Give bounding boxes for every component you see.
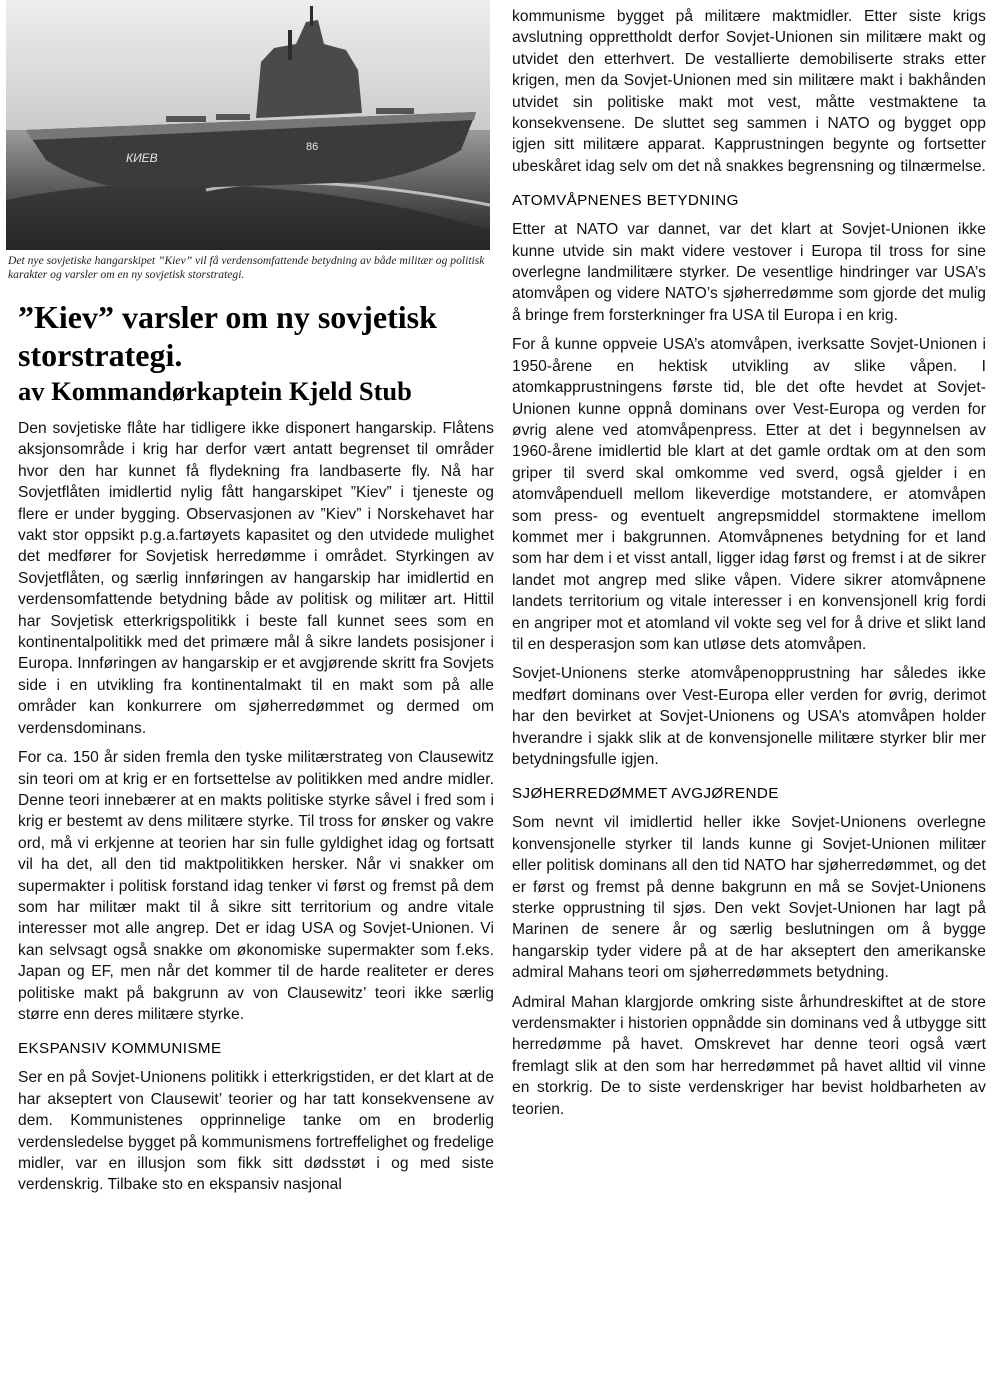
photo-caption: Det nye sovjetiske hangarskipet ”Kiev” vil få verdensomfattende betydning av både militær og politisk karakter og varsler om en ny sovjetisk storstrategi. <box>8 254 485 281</box>
section-heading: ATOMVÅPNENES BETYDNING <box>512 192 739 210</box>
aircraft-carrier-photo <box>6 0 490 250</box>
article-byline: av Kommandørkaptein Kjeld Stub <box>18 376 412 406</box>
paragraph: Den sovjetiske flåte har tidligere ikke disponert hangarskip. Flåtens aksjonsområde i krig har derfor vært antatt begrenset til områder hvor den har kunnet få flydekning fra landbaserte fly. Nå har Sovjetflåten imidlertid nylig fått hangarskipet ”Kiev” i tjeneste og flere er under bygging. Observasjonen av ”Kiev” i Norskehavet har vakt stor oppsikt p.g.a.fartøyets kapasitet og den utvidede mulighet det medfører for Sovjetisk herredømme i området. Styrkingen av Sovjetflåten, og særlig innføringen av hangarskip har imidlertid en verdensomfattende betydning både av politisk og militær art. Hittil har Sovjetisk etterkrigspolitikk i beste fall kunnet sees som en kontinentalpolitikk med det primære mål å sikre landets posisjoner i Europa. Innføringen av hangarskip er et avgjørende skritt fra Sovjets side i en utvikling fra kontinentalmakt til en makt som på alle områder kan konkurrere om sjøherredømmet og dermed om verdensdominans. <box>18 420 494 737</box>
right-column <box>512 6 986 1120</box>
paragraph: Ser en på Sovjet-Unionens politikk i etterkrigstiden, er det klart at de har akseptert von Clausewit’ teorier og har tatt konsekvensene av dem. Kommunistenes opprinnelige tanke om en broderlig verdensledelse bygget på kommunismens fortreffelighet og fredelige midler, var en illusjon som fikk sitt dødsstøt i og med siste verdenskrig. Tilbake sto en ekspansiv nasjonal <box>18 1069 494 1194</box>
paragraph: Som nevnt vil imidlertid heller ikke Sovjet-Unionens overlegne konvensjonelle styrker til lands kunne gi Sovjet-Unionen militær eller politisk dominans all den tid NATO har sjøherredømmet, og det er først og fremst på denne bakgrunn en må se Sovjet-Unionens sterke opprustning til sjøs. Den vekt Sovjet-Unionen har lagt på Marinen de senere år og særlig beslutningen om å bygge hangarskip tyder videre på at de har akseptert den amerikanske admiral Mahans teori om sjøherredømmets betydning. <box>512 814 986 982</box>
left-column <box>18 418 494 1196</box>
paragraph: Etter at NATO var dannet, var det klart at Sovjet-Unionen ikke kunne utvide sin makt videre vestover i Europa til tross for sine overlegne landmilitære styrker. De vesentlige hindringer var USA’s atomvåpen og videre NATO’s sjøherredømme som gjorde det mulig å bringe frem forsterkninger fra USA til Europa i en krig. <box>512 221 986 324</box>
paragraph: For ca. 150 år siden fremla den tyske militærstrateg von Clausewitz sin teori om at krig er en fortsettelse av politikken med andre midler. Denne teori innebærer at en makts politiske styrke såvel i fred som i krig er bestemt av dens militære styrke. Til tross for ønsker og vakre ord, må vi erkjenne at teorien har sin fulle gyldighet idag og fortsatt vil ha det, all den tid maktpolitikken hersker. Når vi snakker om supermakter i politisk forstand idag tenker vi først og fremst på dem som har militær makt til å sikre sitt territorium og andre vitale interesser mot alle angrep. Det er idag USA og Sovjet-Unionen. Vi kan selvsagt også snakke om økonomiske supermakter som f.eks. Japan og EF, men når det kommer til de harde realiteter er deres politiske makt på bakgrunn av von Clausewitz’ teori ikke særlig større enn deres militære styrke. <box>18 749 494 1023</box>
paragraph: kommunisme bygget på militære maktmidler. Etter siste krigs avslutning opprettholdt derfor Sovjet-Unionen sin militære makt og utvidet den etterhvert. De vestallierte demobiliserte straks etter krigen, men da Sovjet-Unionen med sin militære makt i bakhånden utvidet sin politiske makt mot vest, måtte vestmaktene ta konsekvensene. De sluttet seg sammen i NATO og bygget opp igjen sitt militære apparat. Kapprustningen begynte og fortsetter ubeskåret idag selv om det nå snakkes begrensning og tilnærmelse. <box>512 8 986 175</box>
ship-name-marking: КИЕВ <box>126 151 158 165</box>
paragraph: For å kunne oppveie USA’s atomvåpen, iverksatte Sovjet-Unionen i 1950-årene en hektisk utvikling av slike våpen. I atomkapprustningens første tid, ble det ofte hevdet at Sovjet-Unionen kunne oppnå dominans over Vest-Europa og verden for øvrig alene ved atomvåpenpress. Etter at det i begynnelsen av 1960-årene imidlertid ble klart at det gamle ordtak om at den som griper til sverd skal omkomme ved sverd, også gjelder i en atomvåpenduell mellom likeverdige motstandere, er atomvåpen som press- og eventuelt angrepsmiddel stormaktene imellom kommet mer i bakgrunnen. Atomvåpnenes betydning for et land som har dem i et visst antall, ligger idag først og fremst i at de sikrer landet mot angrep med slike våpen. Videre sikrer atomvåpnene landets territorium og vitale interesser i en konvensjonell krig fordi en angriper mot et atomland vil vokte seg vel for å drive et slikt land til en desperasjon som kan utløse dets atomvåpen. <box>512 336 986 653</box>
article-title: ”Kiev” varsler om ny sovjetisk storstrategi. <box>18 299 437 373</box>
paragraph: Admiral Mahan klargjorde omkring siste århundreskiftet at de store verdensmakter i historien oppnådde sin dominans ved å utbygge sitt herredømme på havet. Omskrevet har denne teori også vært fremlagt slik at den som har herredømmet på havet alltid vil vinne en storkrig. De to siste verdenskriger har bevist holdbarheten av teorien. <box>512 993 986 1118</box>
hull-number: 86 <box>306 141 319 153</box>
carrier-illustration <box>6 0 490 250</box>
paragraph: Sovjet-Unionens sterke atomvåpenopprustning har således ikke medført dominans over Vest-Europa eller verden for øvrig, derimot har den bevirket at Sovjet-Unionens og USA’s atomvåpen holder hverandre i sjakk slik at de konvensjonelle militære styrker blir mer betydningsfulle igjen. <box>512 665 986 768</box>
section-heading: SJØHERREDØMMET AVGJØRENDE <box>512 785 779 803</box>
section-heading: EKSPANSIV KOMMUNISME <box>18 1040 222 1058</box>
